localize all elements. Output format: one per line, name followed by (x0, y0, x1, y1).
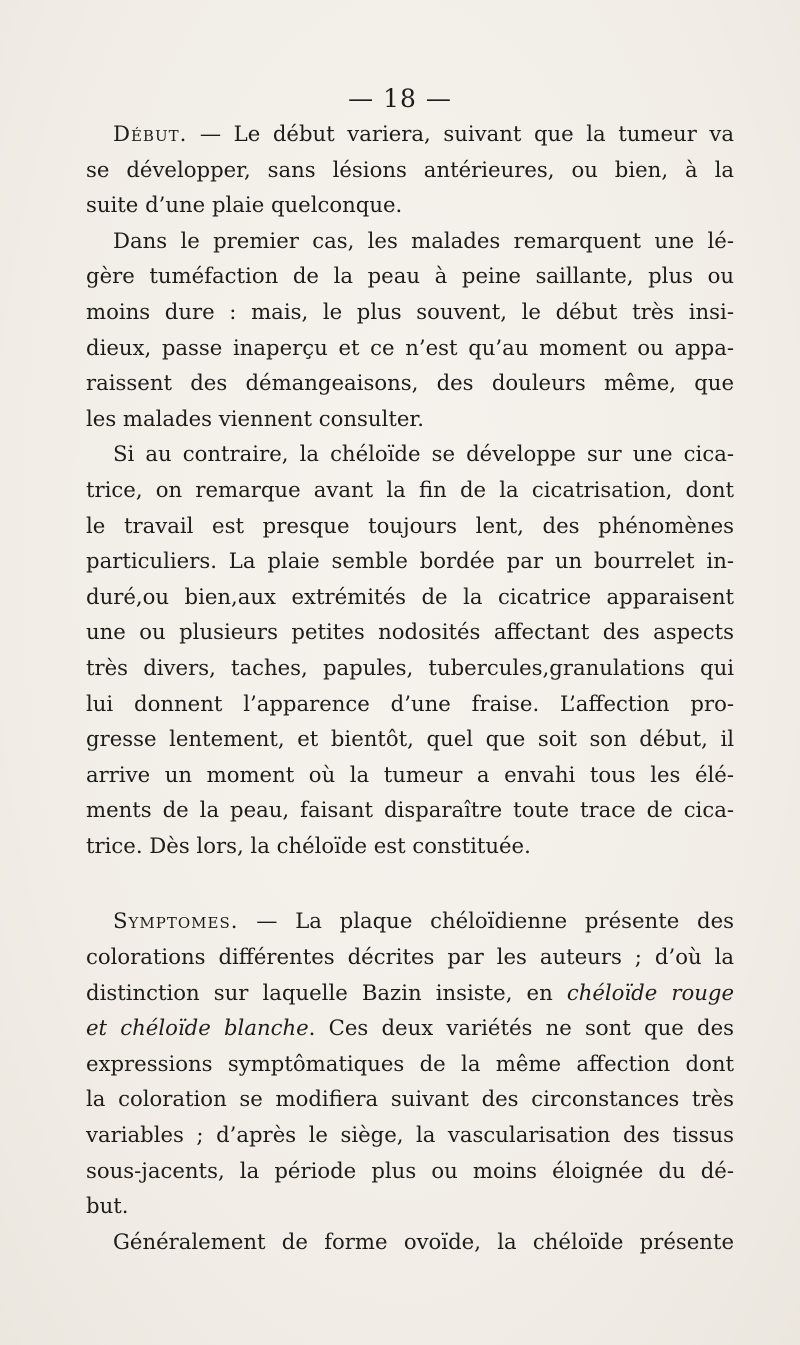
paragraph-line: très divers, taches, papules, tubercules,granulations qui (86, 654, 734, 680)
paragraph-line: colorations différentes décrites par les auteurs ; d’où la (86, 944, 734, 970)
paragraph-line (86, 116, 734, 152)
text-line: Le début variera, suivant que la tumeur va (233, 121, 734, 146)
paragraph-line: expressions symptômatiques de la même affection dont (86, 1050, 734, 1076)
paragraph-line: le travail est presque toujours lent, des phénomènes (86, 512, 734, 538)
heading-dash: — (187, 121, 234, 146)
section-heading-symptomes: Symptomes. (113, 908, 239, 934)
body-text (86, 116, 734, 1259)
paragraph-line: les malades viennent consulter. (86, 405, 424, 431)
paragraph-line (86, 903, 734, 939)
paragraph-line (86, 975, 734, 1011)
section-heading-debut: Début. (113, 121, 188, 146)
page-number: — 18 — (348, 84, 452, 113)
section-gap (86, 863, 734, 903)
paragraph-line: suite d’une plaie quelconque. (86, 192, 403, 218)
paragraph-line: lui donnent l’apparence d’une fraise. L’affection pro- (86, 690, 734, 716)
text-fragment: distinction sur laquelle Bazin insiste, en (86, 979, 567, 1005)
paragraph-line: trice. Dès lors, la chéloïde est constituée. (86, 832, 531, 858)
paragraph-line: Généralement de forme ovoïde, la chéloïde présente (113, 1228, 734, 1254)
paragraph-line: duré,ou bien,aux extrémités de la cicatrice apparaisent (86, 583, 734, 609)
paragraph-line: particuliers. La plaie semble bordée par un bourrelet in- (86, 548, 734, 574)
text-fragment: . Ces deux variétés ne sont que des (308, 1015, 734, 1041)
paragraph-line: sous-jacents, la période plus ou moins éloignée du dé- (86, 1157, 734, 1183)
paragraph-line: variables ; d’après le siège, la vascularisation des tissus (86, 1122, 734, 1148)
italic-term-cheloide-rouge: chéloïde rouge (566, 979, 735, 1005)
paragraph-line: Si au contraire, la chéloïde se développe sur une cica- (113, 441, 734, 467)
paragraph-line: raissent des démangeaisons, des douleurs même, que (86, 370, 734, 396)
paragraph-line: gresse lentement, et bientôt, quel que soit son début, il (86, 726, 734, 752)
paragraph-line: arrive un moment où la tumeur a envahi tous les élé- (86, 761, 734, 787)
paragraph-line: la coloration se modifiera suivant des circonstances très (86, 1086, 734, 1112)
text-line: La plaque chéloïdienne présente des (295, 908, 734, 934)
paragraph-line: gère tuméfaction de la peau à peine saillante, plus ou (86, 263, 734, 289)
paragraph-line: Dans le premier cas, les malades remarquent une lé- (113, 227, 734, 253)
paragraph-line: ments de la peau, faisant disparaître toute trace de cica- (86, 797, 734, 823)
italic-term-cheloide-blanche: et chéloïde blanche (86, 1015, 309, 1041)
paragraph-line: moins dure : mais, le plus souvent, le début très insi- (86, 298, 734, 324)
paragraph-line: se développer, sans lésions antérieures, ou bien, à la (86, 156, 734, 182)
heading-dash: — (238, 908, 296, 934)
paragraph-line (86, 1010, 734, 1046)
paragraph-line: une ou plusieurs petites nodosités affectant des aspects (86, 619, 734, 645)
paragraph-line: but. (86, 1193, 129, 1219)
paragraph-line: dieux, passe inaperçu et ce n’est qu’au moment ou appa- (86, 334, 734, 360)
paragraph-line: trice, on remarque avant la fin de la cicatrisation, dont (86, 476, 734, 502)
